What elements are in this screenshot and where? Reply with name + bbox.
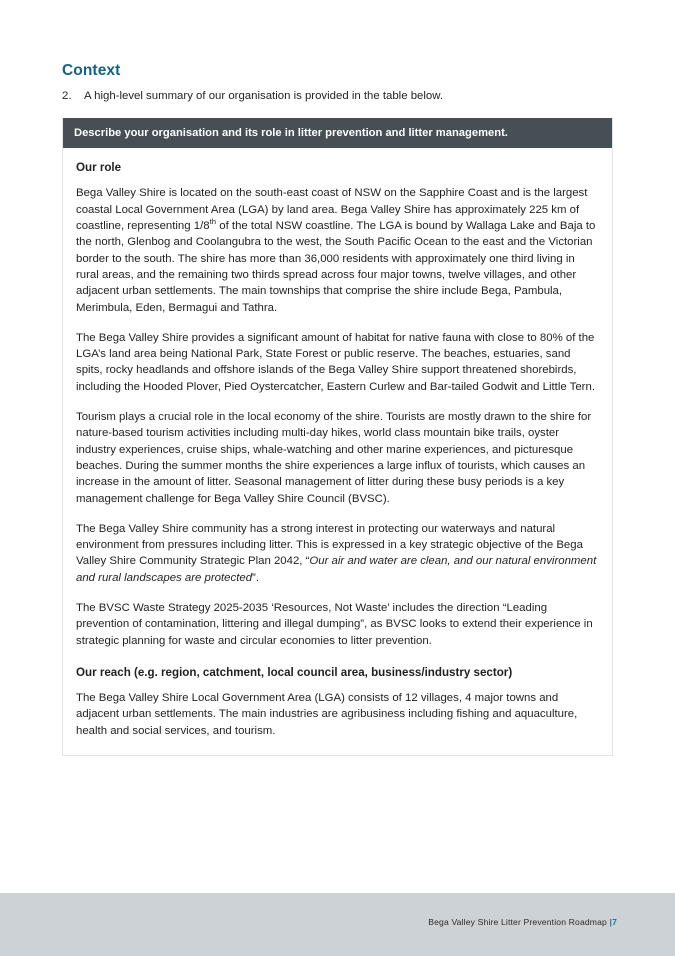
- subheading-our-role: Our role: [76, 161, 122, 175]
- footer-page-number: |7: [609, 917, 617, 927]
- paragraph-part-4a: The Bega Valley Shire community has a strong interest in protecting our waterways and natural environment from pressures including litter. This is expressed in a key strategic objective of the Bega Valley Shire Community Strategic Plan 2042, “: [76, 522, 583, 568]
- paragraph-tourism: Tourism plays a crucial role in the local economy of the shire. Tourists are mostly drawn to the shire for nature-based tourism activities including multi-day hikes, world class mountain bike trails, oyster industry experiences, cruise ships, whale-watching and other marine experiences, and picturesque beaches. During the summer months the shire experiences a large influx of tourists, which causes an increase in the amount of litter. Seasonal management of litter during these busy periods is a key management challenge for Bega Valley Shire Council (BVSC).: [76, 411, 592, 505]
- fraction-superscript: th: [209, 217, 217, 227]
- page-title: Context: [62, 62, 121, 79]
- list-item-text: A high-level summary of our organisation is provided in the table below.: [84, 90, 444, 102]
- organisation-description-table: [62, 118, 613, 755]
- footer: [428, 917, 617, 927]
- footer-document-title: Bega Valley Shire Litter Prevention Roadmap: [428, 917, 610, 927]
- paragraph-waste-strategy: The BVSC Waste Strategy 2025-2035 ‘Resources, Not Waste’ includes the direction “Leading prevention of contamination, littering and illegal dumping”, as BVSC looks to extend their experience in strategic planning for waste and circular economies to litter prevention.: [76, 601, 593, 647]
- list-item-number: 2.: [62, 90, 72, 102]
- paragraph-habitat-fauna: The Bega Valley Shire provides a significant amount of habitat for native fauna with close to 80% of the LGA’s land area being National Park, State Forest or public reserve. The beaches, estuaries, sand spits, rocky headlands and offshore islands of the Bega Valley Shire support threatened shorebirds, including the Hooded Plover, Pied Oystercatcher, Eastern Curlew and Bar-tailed Godwit and Little Tern.: [76, 331, 595, 393]
- paragraph-lga-reach: The Bega Valley Shire Local Government Area (LGA) consists of 12 villages, 4 major towns and adjacent urban settlements. The main industries are agribusiness including fishing and aquaculture, health and social services, and tourism.: [76, 691, 578, 737]
- table-body-cell: [63, 148, 612, 754]
- table-header-row: Describe your organisation and its role in litter prevention and litter management.: [63, 118, 612, 148]
- paragraph-community-strategic-plan: [76, 521, 599, 586]
- paragraph-location-overview: [76, 185, 599, 315]
- paragraph-part-4b: ”.: [252, 571, 260, 584]
- paragraph-part-1b: of the total NSW coastline. The LGA is bound by Wallaga Lake and Baja to the north, Glenbog and Coolangubra to the west, the South Pacific Ocean to the east and the Victorian border to the south. The shire has more than 36,000 residents with approximately one third living in rural areas, and the remaining two thirds spread across four major towns, twelve villages, and other adjacent urban settlements. The main townships that comprise the shire include Bega, Pambula, Merimbula, Eden, Bermagui and Tathra.: [76, 220, 596, 314]
- subheading-our-reach: Our reach (e.g. region, catchment, local council area, business/industry sector): [76, 665, 513, 679]
- intro-list-item: [62, 89, 613, 104]
- page-content: [62, 62, 613, 756]
- strategic-plan-quote: Our air and water are clean, and our natural environment and rural landscapes are protected: [76, 555, 597, 584]
- paragraph-part-1a: Bega Valley Shire is located on the south-east coast of NSW on the Sapphire Coast and is the largest coastal Local Government Area (LGA) by land area. Bega Valley Shire has approximately 225 km of coastline, representing 1/8: [76, 187, 588, 233]
